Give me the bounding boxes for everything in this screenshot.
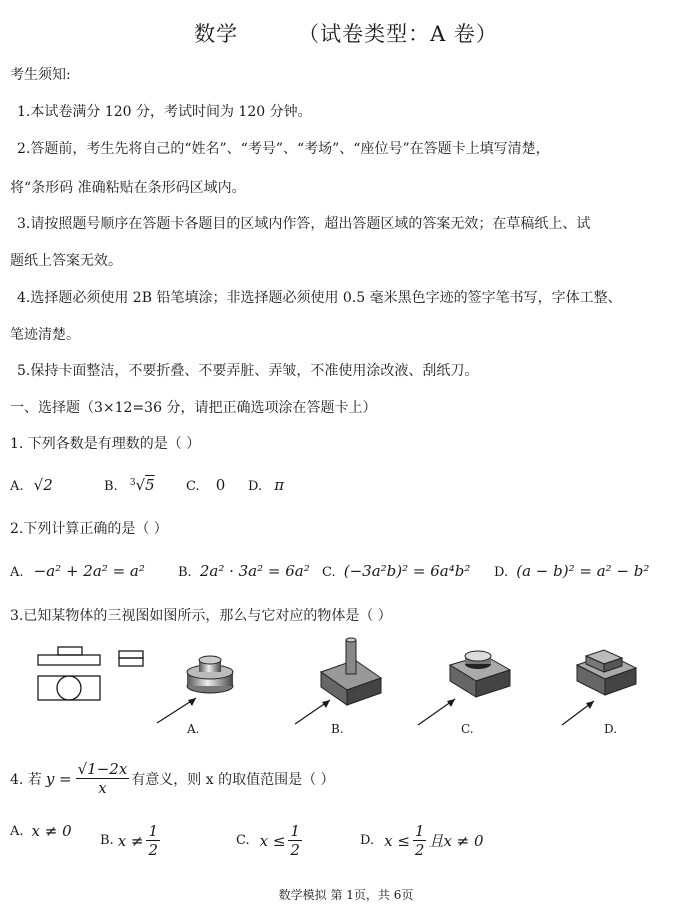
q3-stem: 3.已知某物体的三视图如图所示，那么与它对应的物体是（ ）: [10, 608, 392, 624]
q4-c-frac: [288, 822, 302, 859]
q1-b-radicand: 5: [145, 476, 155, 494]
q1-d-expr: π: [274, 476, 285, 494]
fig-label-d: D.: [604, 722, 618, 736]
q4-b-expr: x ≠: [117, 831, 144, 850]
notice-heading: 考生须知:: [10, 67, 71, 83]
q1-c-expr: 0: [215, 476, 226, 494]
q4-option-d: [360, 822, 484, 859]
q4-y: y =: [45, 769, 72, 788]
q1-a-expr: √2: [33, 476, 53, 494]
q4-c-den: 2: [290, 841, 300, 859]
q1-b-label: B.: [104, 479, 118, 494]
q4-fraction: [76, 760, 130, 797]
q4-option-b: [100, 822, 160, 859]
q4-option-c: [236, 822, 302, 859]
fig-label-b: B.: [331, 722, 344, 736]
q4-d-frac: [413, 822, 427, 859]
q2-d-label: D.: [494, 565, 509, 580]
q2-a-label: A.: [10, 565, 24, 580]
q4-option-a: [10, 822, 72, 840]
q1-c-label: C.: [186, 479, 200, 494]
notice-item-4-line1: 4.选择题必须使用 2B 铅笔填涂；非选择题必须使用 0.5 毫米黑色字迹的签字笔书写，字体工整、: [17, 290, 622, 306]
section-heading: 一、选择题（3×12=36 分，请把正确选项涂在答题卡上）: [10, 400, 377, 416]
q4-c-label: C.: [236, 833, 250, 848]
q4-stem: [10, 760, 335, 797]
q4-d-label: D.: [360, 833, 375, 848]
q4-a-expr: x ≠ 0: [31, 822, 72, 840]
notice-item-3-line1: 3.请按照题号顺序在答题卡各题目的区域内作答，超出答题区域的答案无效；在草稿纸上、试: [17, 216, 591, 232]
notice-item-1: 1.本试卷满分 120 分，考试时间为 120 分钟。: [17, 104, 312, 120]
fig-label-c: C.: [461, 722, 474, 736]
q4-c-expr: x ≤: [259, 831, 286, 850]
fig-label-a: A.: [187, 722, 200, 736]
q4-b-label: B.: [100, 833, 114, 848]
q1-a-label: A.: [10, 479, 24, 494]
notice-item-2-line2: 将“条形码 准确粘贴在条形码区域内。: [10, 180, 246, 196]
q4-d-tail: 且x ≠ 0: [428, 832, 484, 850]
subject-title: 数学: [194, 22, 239, 46]
q2-c-expr: (−3a²b)² = 6a⁴b²: [343, 562, 471, 580]
paper-type: （试卷类型：A 卷）: [298, 22, 498, 46]
q4-d-expr: x ≤: [384, 831, 410, 850]
q4-b-den: 2: [148, 841, 159, 859]
q4-c-num: 1: [290, 822, 300, 840]
q2-c-label: C.: [322, 565, 336, 580]
q1-b-index: 3: [129, 477, 136, 488]
q4-d-den: 2: [414, 841, 425, 859]
q4-stem-suffix: 有意义，则 x 的取值范围是（ ）: [131, 771, 335, 788]
page-footer: 数学模拟 第 1页，共 6页: [278, 888, 414, 902]
q1-stem: 1. 下列各数是有理数的是（ ）: [10, 436, 201, 452]
q2-b-label: B.: [178, 565, 192, 580]
q2-b-expr: 2a² · 3a² = 6a²: [199, 562, 310, 580]
q2-stem: 2.下列计算正确的是（ ）: [10, 521, 168, 537]
q4-stem-prefix: 4. 若: [10, 771, 42, 788]
notice-item-2-line1: 2.答题前，考生先将自己的“姓名”、“考号”、“考场”、“座位号”在答题卡上填写清楚，: [17, 141, 550, 157]
notice-item-4-line2: 笔迹清楚。: [10, 327, 80, 343]
q1-d-label: D.: [248, 479, 263, 494]
q2-d-expr: (a − b)² = a² − b²: [516, 562, 650, 580]
q2-a-expr: −a² + 2a² = a²: [33, 562, 145, 580]
q1-option-b: B. $^3$√5: [104, 476, 155, 494]
q4-a-label: A.: [10, 823, 24, 839]
notice-item-5: 5.保持卡面整洁，不要折叠、不要弄脏、弄皱，不准使用涂改液、刮纸刀。: [17, 363, 479, 379]
q4-frac-den: x: [98, 779, 107, 797]
notice-item-3-line2: 题纸上答案无效。: [10, 253, 122, 269]
q4-frac-num: √1−2x: [77, 760, 128, 778]
q4-b-num: 1: [148, 822, 159, 840]
q4-d-num: 1: [414, 822, 425, 840]
q4-b-frac: [146, 822, 160, 859]
